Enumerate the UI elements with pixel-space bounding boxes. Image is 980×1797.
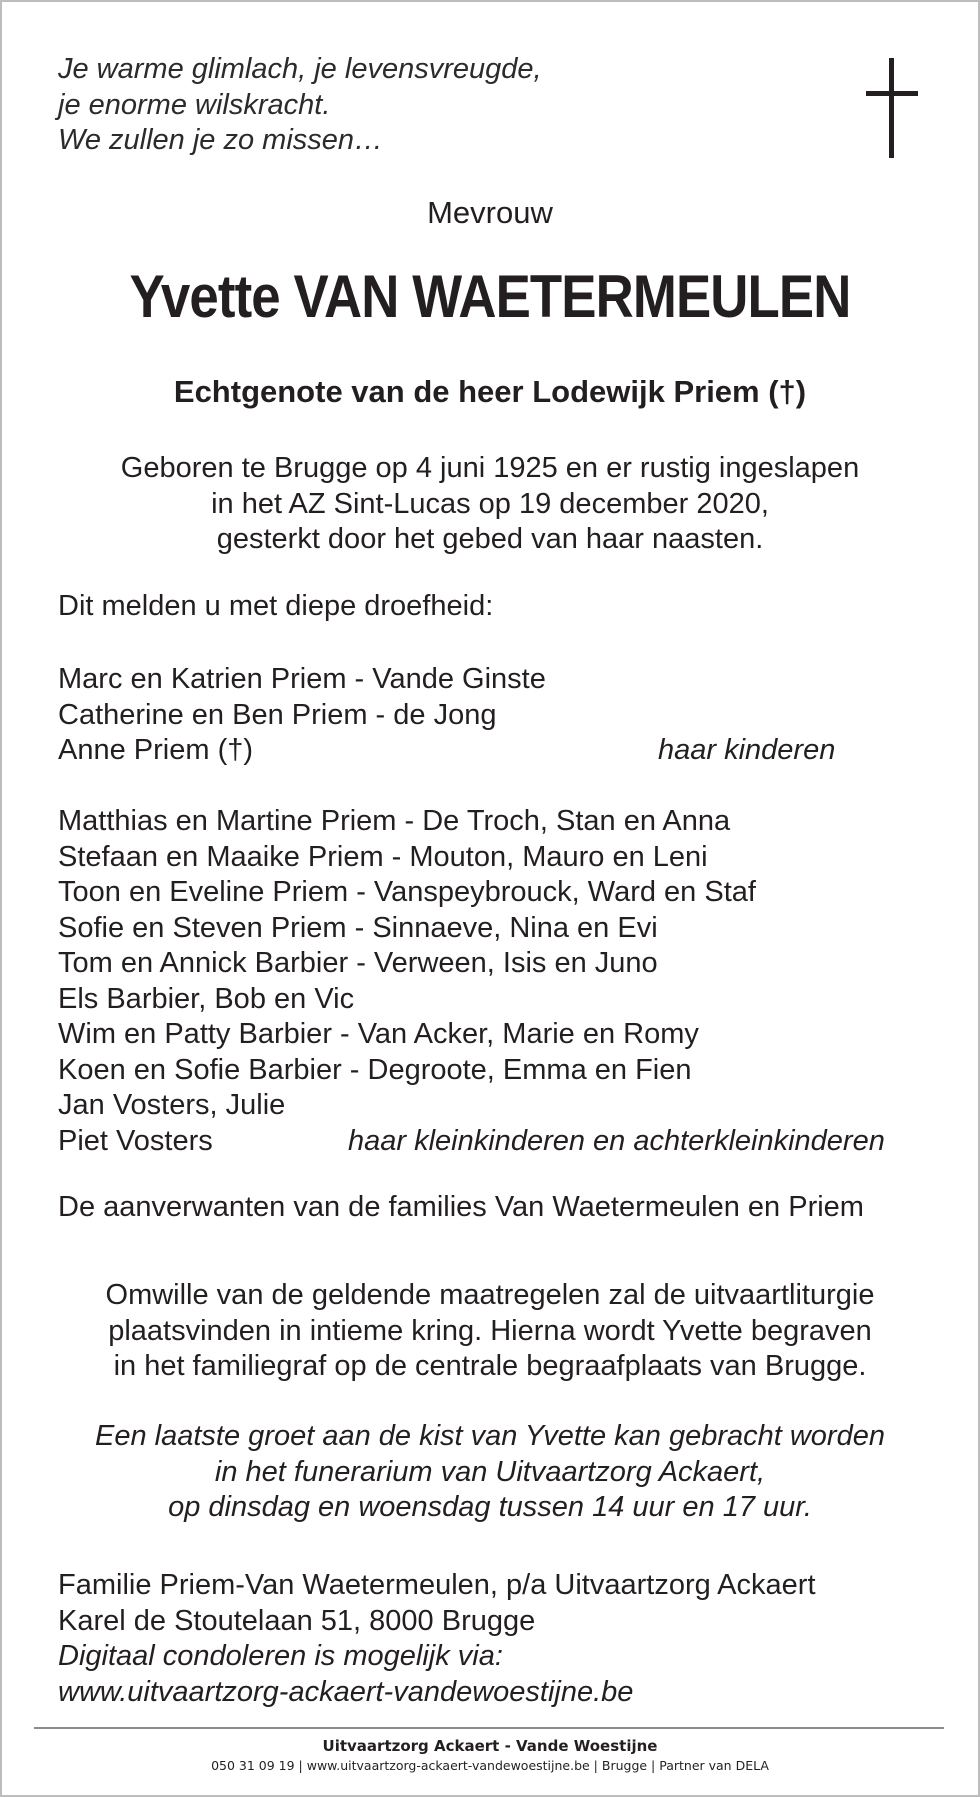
visitation-line: op dinsdag en woensdag tussen 14 uur en 17 uur. [168,1491,812,1523]
condolence-note: Digitaal condoleren is mogelijk via: [58,1640,503,1672]
contact-family: Familie Priem-Van Waetermeulen, p/a Uitvaartzorg Ackaert [58,1569,816,1601]
family-member: Catherine en Ben Priem - de Jong [58,698,497,731]
ceremony-line: in het familiegraf op de centrale begraafplaats van Brugge. [113,1350,867,1382]
family-member: Tom en Annick Barbier - Verween, Isis en Juno [58,947,658,979]
footer-details: 050 31 09 19 | www.uitvaartzorg-ackaert-vandewoestijne.be | Brugge | Partner van DELA [211,1758,769,1773]
grandchildren-role: haar kleinkinderen en achterkleinkinderen [348,1124,885,1157]
footer-company: Uitvaartzorg Ackaert - Vande Woestijne [322,1737,658,1755]
deceased-name: Yvette VAN WAETERMEULEN [129,263,851,330]
family-member: Sofie en Steven Priem - Sinnaeve, Nina en Evi [58,911,658,944]
visitation-line: in het funerarium van Uitvaartzorg Ackaert, [214,1455,766,1488]
family-member: Jan Vosters, Julie [58,1089,286,1121]
family-member: Koen en Sofie Barbier - Degroote, Emma en Fien [58,1053,692,1086]
family-member: Matthias en Martine Priem - De Troch, Stan en Anna [58,805,731,837]
birth-line: gesterkt door het gebed van haar naasten. [216,523,764,555]
visitation-notice [0,1419,980,1526]
birth-line: Geboren te Brugge op 4 juni 1925 en er rustig ingeslapen [120,452,860,484]
family-member: Wim en Patty Barbier - Van Acker, Marie en Romy [58,1018,699,1050]
children-role: haar kinderen [658,734,836,766]
family-member: Toon en Eveline Priem - Vanspeybrouck, Ward en Staf [58,876,756,908]
visitation-line: Een laatste groet aan de kist van Yvette kan gebracht worden [95,1420,885,1452]
footer-divider [34,1727,944,1729]
memorial-quote [58,52,542,159]
ceremony-line: plaatsvinden in intieme kring. Hierna wordt Yvette begraven [108,1314,872,1347]
quote-line: Je warme glimlach, je levensvreugde, [58,53,542,85]
family-member: Anne Priem (†) [58,734,254,766]
relatives-line: De aanverwanten van de families Van Waetermeulen en Priem [58,1191,864,1223]
birth-death-details [0,451,980,558]
ceremony-notice [0,1278,980,1385]
family-member: Piet Vosters [58,1124,213,1157]
family-member: Els Barbier, Bob en Vic [58,982,355,1015]
children-block [58,662,918,769]
grandchildren-block [58,804,918,1159]
quote-line: We zullen je zo missen… [58,124,384,156]
contact-block [58,1568,816,1710]
birth-line: in het AZ Sint-Lucas op 19 december 2020, [211,487,769,520]
quote-line: je enorme wilskracht. [58,88,331,121]
family-member: Marc en Katrien Priem - Vande Ginste [58,663,546,695]
announcement: Dit melden u met diepe droefheid: [58,590,494,622]
honorific: Mevrouw [427,195,553,230]
cross-icon [862,58,922,158]
spouse-line: Echtgenote van de heer Lodewijk Priem (†) [173,374,807,409]
family-member: Stefaan en Maaike Priem - Mouton, Mauro en Leni [58,840,708,873]
condolence-link[interactable]: www.uitvaartzorg-ackaert-vandewoestijne.be [58,1675,634,1708]
ceremony-line: Omwille van de geldende maatregelen zal de uitvaartliturgie [105,1279,875,1311]
contact-address: Karel de Stoutelaan 51, 8000 Brugge [58,1604,536,1637]
